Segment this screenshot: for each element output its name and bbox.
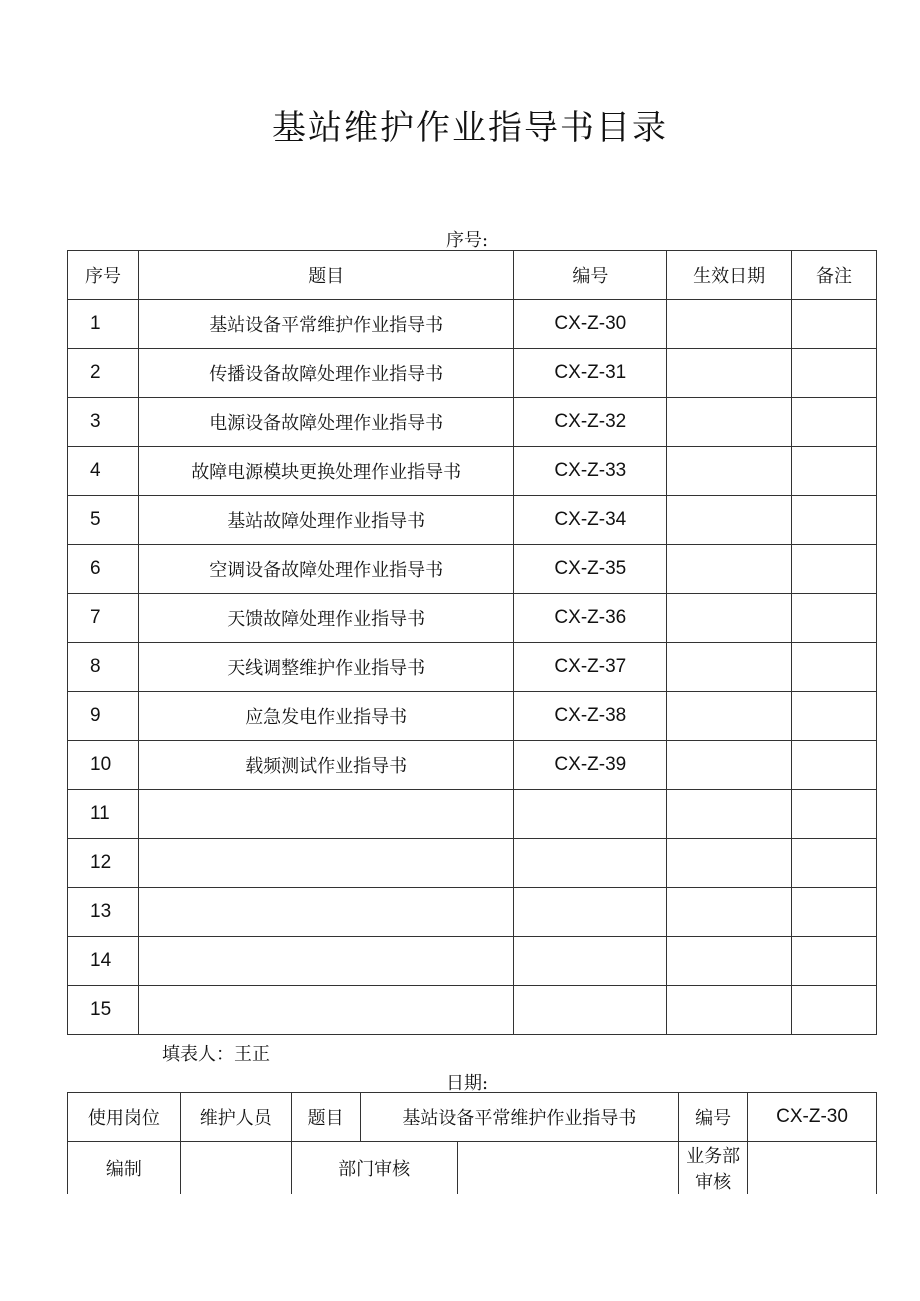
table-row — [68, 741, 877, 790]
row-number: 6 — [68, 545, 139, 594]
row-note — [792, 986, 877, 1035]
row-code — [514, 937, 667, 986]
header-effective-date: 生效日期 — [667, 251, 792, 300]
row-code: CX-Z-32 — [514, 398, 667, 447]
row-title — [138, 888, 513, 937]
row-effective-date — [667, 594, 792, 643]
row-effective-date — [667, 790, 792, 839]
row-title: 基站设备平常维护作业指导书 — [138, 300, 513, 349]
table-row — [68, 839, 877, 888]
compile-value — [180, 1142, 291, 1195]
table-row — [68, 349, 877, 398]
row-note — [792, 496, 877, 545]
table-row — [68, 447, 877, 496]
row-effective-date — [667, 496, 792, 545]
biz-review-label: 业务部审核 — [679, 1142, 748, 1195]
dept-review-label: 部门审核 — [291, 1142, 457, 1195]
row-code — [514, 888, 667, 937]
row-effective-date — [667, 300, 792, 349]
post-label: 使用岗位 — [68, 1093, 181, 1142]
table-row — [68, 643, 877, 692]
row-title: 天线调整维护作业指导书 — [138, 643, 513, 692]
row-number: 8 — [68, 643, 139, 692]
table-row — [68, 496, 877, 545]
header-no: 序号 — [68, 251, 139, 300]
compile-label: 编制 — [68, 1142, 181, 1195]
row-number: 3 — [68, 398, 139, 447]
row-code: CX-Z-35 — [514, 545, 667, 594]
row-number: 12 — [68, 839, 139, 888]
row-title: 电源设备故障处理作业指导书 — [138, 398, 513, 447]
code-label: 编号 — [679, 1093, 748, 1142]
row-note — [792, 447, 877, 496]
row-code: CX-Z-30 — [514, 300, 667, 349]
row-note — [792, 937, 877, 986]
row-title: 传播设备故障处理作业指导书 — [138, 349, 513, 398]
row-number: 9 — [68, 692, 139, 741]
row-number: 1 — [68, 300, 139, 349]
row-code: CX-Z-31 — [514, 349, 667, 398]
row-note — [792, 888, 877, 937]
table-row — [68, 790, 877, 839]
row-note — [792, 643, 877, 692]
row-number: 14 — [68, 937, 139, 986]
code-value: CX-Z-30 — [748, 1093, 877, 1142]
row-note — [792, 790, 877, 839]
row-effective-date — [667, 986, 792, 1035]
row-effective-date — [667, 447, 792, 496]
dept-review-value — [457, 1142, 679, 1195]
row-effective-date — [667, 545, 792, 594]
row-title: 载频测试作业指导书 — [138, 741, 513, 790]
table-row — [68, 545, 877, 594]
row-number: 7 — [68, 594, 139, 643]
row-code: CX-Z-36 — [514, 594, 667, 643]
row-code: CX-Z-33 — [514, 447, 667, 496]
row-note — [792, 300, 877, 349]
row-title: 应急发电作业指导书 — [138, 692, 513, 741]
biz-review-value — [748, 1142, 877, 1195]
row-number: 2 — [68, 349, 139, 398]
row-number: 15 — [68, 986, 139, 1035]
topic-value: 基站设备平常维护作业指导书 — [360, 1093, 679, 1142]
filler-label: 填表人：王正 — [162, 1044, 270, 1065]
post-value: 维护人员 — [180, 1093, 291, 1142]
table-row — [68, 300, 877, 349]
table-header-row — [68, 251, 877, 300]
header-title: 题目 — [138, 251, 513, 300]
row-code — [514, 986, 667, 1035]
row-title: 空调设备故障处理作业指导书 — [138, 545, 513, 594]
row-effective-date — [667, 643, 792, 692]
header-code: 编号 — [514, 251, 667, 300]
row-note — [792, 594, 877, 643]
row-note — [792, 692, 877, 741]
row-effective-date — [667, 839, 792, 888]
table-row — [68, 986, 877, 1035]
row-title — [138, 790, 513, 839]
catalog-table — [67, 250, 877, 1035]
row-code — [514, 790, 667, 839]
row-note — [792, 398, 877, 447]
row-code: CX-Z-39 — [514, 741, 667, 790]
row-title: 故障电源模块更换处理作业指导书 — [138, 447, 513, 496]
row-title: 基站故障处理作业指导书 — [138, 496, 513, 545]
row-title — [138, 986, 513, 1035]
info-row-1 — [68, 1093, 877, 1142]
topic-label: 题目 — [291, 1093, 360, 1142]
row-note — [792, 839, 877, 888]
sequence-label: 序号: — [446, 230, 489, 251]
row-number: 11 — [68, 790, 139, 839]
table-row — [68, 937, 877, 986]
row-title — [138, 937, 513, 986]
page-title: 基站维护作业指导书目录 — [272, 108, 668, 148]
row-number: 10 — [68, 741, 139, 790]
row-effective-date — [667, 692, 792, 741]
table-row — [68, 398, 877, 447]
info-table — [67, 1092, 877, 1194]
row-note — [792, 741, 877, 790]
header-note: 备注 — [792, 251, 877, 300]
row-number: 4 — [68, 447, 139, 496]
row-effective-date — [667, 888, 792, 937]
row-title — [138, 839, 513, 888]
table-row — [68, 594, 877, 643]
row-note — [792, 545, 877, 594]
date-label: 日期: — [446, 1073, 489, 1094]
row-title: 天馈故障处理作业指导书 — [138, 594, 513, 643]
row-effective-date — [667, 741, 792, 790]
table-row — [68, 888, 877, 937]
row-number: 13 — [68, 888, 139, 937]
row-code: CX-Z-38 — [514, 692, 667, 741]
row-code — [514, 839, 667, 888]
row-code: CX-Z-37 — [514, 643, 667, 692]
row-number: 5 — [68, 496, 139, 545]
row-note — [792, 349, 877, 398]
row-code: CX-Z-34 — [514, 496, 667, 545]
row-effective-date — [667, 349, 792, 398]
row-effective-date — [667, 398, 792, 447]
table-row — [68, 692, 877, 741]
info-row-2 — [68, 1142, 877, 1195]
row-effective-date — [667, 937, 792, 986]
